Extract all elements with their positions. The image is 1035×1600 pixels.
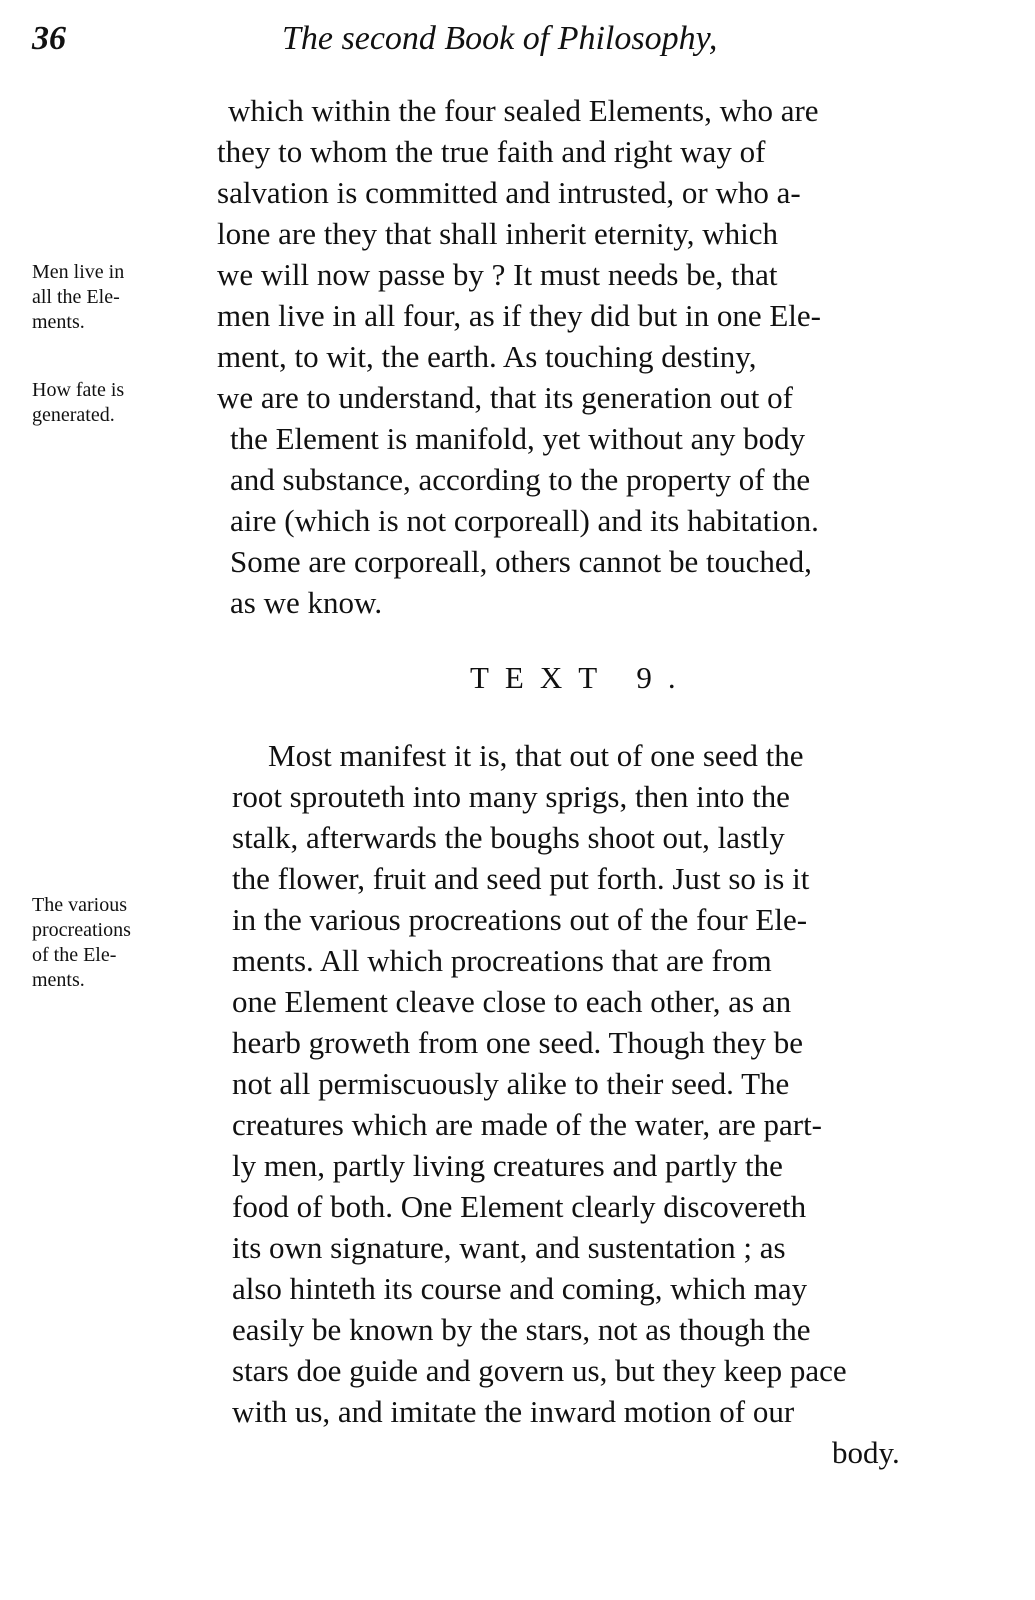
margin-note-line: How fate is: [32, 379, 125, 401]
margin-note-line: Men live in: [32, 261, 125, 283]
margin-note-line: of the Ele-: [32, 944, 117, 966]
text-line: its own signature, want, and sustentation ; as: [232, 1230, 786, 1265]
margin-note-line: procreations: [32, 919, 131, 941]
text-line: Most manifest it is, that out of one seed the: [268, 738, 804, 773]
text-line: and substance, according to the property of the: [230, 462, 811, 497]
text-line: the flower, fruit and seed put forth. Just so is it: [232, 861, 810, 896]
text-line: not all permiscuously alike to their seed. The: [232, 1066, 790, 1101]
text-line: men live in all four, as if they did but in one Ele-: [217, 298, 821, 333]
text-line: lone are they that shall inherit eternity, which: [217, 216, 778, 251]
text-line: body.: [832, 1435, 900, 1470]
running-head: The second Book of Philosophy,: [282, 20, 718, 57]
text-line: creatures which are made of the water, are part-: [232, 1107, 822, 1142]
text-line: the Element is manifold, yet without any body: [230, 421, 806, 456]
margin-note-line: all the Ele-: [32, 286, 120, 308]
text-line: easily be known by the stars, not as though the: [232, 1312, 811, 1347]
section-heading: TEXT 9.: [470, 660, 692, 695]
margin-note-line: generated.: [32, 404, 115, 426]
text-line: ment, to wit, the earth. As touching destiny,: [217, 339, 757, 374]
text-line: Some are corporeall, others cannot be touched,: [230, 544, 812, 579]
text-line: stars doe guide and govern us, but they keep pace: [232, 1353, 847, 1388]
text-line: with us, and imitate the inward motion of our: [232, 1394, 795, 1429]
margin-note: [32, 260, 202, 335]
text-line: ly men, partly living creatures and partly the: [232, 1148, 783, 1183]
text-line: root sprouteth into many sprigs, then into the: [232, 779, 790, 814]
text-line: as we know.: [230, 585, 383, 620]
text-line: which within the four sealed Elements, who are: [228, 93, 819, 128]
margin-note: [32, 378, 202, 428]
text-line: hearb groweth from one seed. Though they be: [232, 1025, 804, 1060]
margin-note-line: The various: [32, 894, 127, 916]
text-line: ments. All which procreations that are from: [232, 943, 772, 978]
text-line: also hinteth its course and coming, which may: [232, 1271, 808, 1306]
text-line: stalk, afterwards the boughs shoot out, lastly: [232, 820, 785, 855]
text-line: we will now passe by ? It must needs be, that: [217, 257, 778, 292]
text-line: food of both. One Element clearly discovereth: [232, 1189, 807, 1224]
text-line: in the various procreations out of the four Ele-: [232, 902, 808, 937]
text-line: salvation is committed and intrusted, or who a-: [217, 175, 801, 210]
margin-note-line: ments.: [32, 311, 85, 333]
page-number: 36: [32, 20, 66, 57]
text-line: we are to understand, that its generation out of: [217, 380, 793, 415]
text-line: they to whom the true faith and right way of: [217, 134, 766, 169]
text-line: one Element cleave close to each other, as an: [232, 984, 792, 1019]
margin-note-line: ments.: [32, 969, 85, 991]
text-line: aire (which is not corporeall) and its habitation.: [230, 503, 819, 538]
